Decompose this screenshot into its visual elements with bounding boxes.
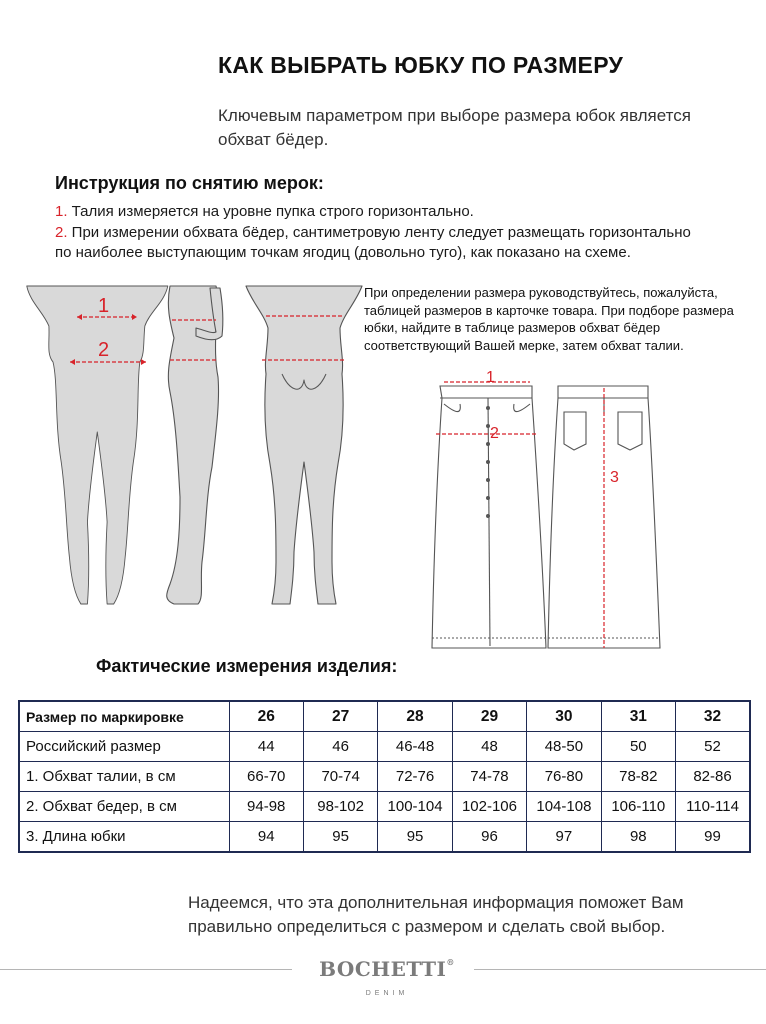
table-cell: Размер по маркировке [19,701,229,732]
table-cell: 76-80 [527,762,601,792]
size-note: При определении размера руководствуйтесь, пожалуйста, таблицей размеров в карточке товара. При подборе размера юбки, найдите в таблице размеров обхват бёдер соответствующий Вашей мерке, затем обхват талии. [364,285,734,353]
table-cell: 44 [229,732,303,762]
table-cell: 29 [452,701,526,732]
skirt-label-hips: 2 [490,425,499,442]
table-row [19,822,750,853]
table-cell: 66-70 [229,762,303,792]
figure-back [246,286,362,604]
instruction-number: 2. [55,223,68,241]
table-cell: 48 [452,732,526,762]
brand-name: BOCHETTI [319,957,447,981]
figure-label-waist: 1 [98,295,110,317]
skirt-diagram [420,368,670,658]
table-cell: 78-82 [601,762,675,792]
table-cell: 95 [378,822,452,853]
page-subtitle: Ключевым параметром при выборе размера юбок является обхват бёдер. [218,106,691,149]
table-cell: 82-86 [676,762,750,792]
instruction-text: При измерении обхвата бёдер, сантиметровую ленту следует размещать горизонтально по наиболее выступающим точкам ягодиц (довольно туго), как показано на схеме. [55,223,691,261]
table-header-row [19,701,750,732]
skirt-label-waist: 1 [486,369,495,386]
figure-label-hips: 2 [98,339,110,361]
registered-mark: ® [446,957,455,967]
brand-subtitle: DENIM [365,990,409,997]
table-cell: 3. Длина юбки [19,822,229,853]
table-cell: 70-74 [303,762,377,792]
table-cell: 48-50 [527,732,601,762]
footer-divider-left [0,969,292,970]
instructions-heading: Инструкция по снятию мерок: [55,173,324,193]
table-cell: 28 [378,701,452,732]
table-heading: Фактические измерения изделия: [96,656,398,676]
table-cell: 1. Обхват талии, в см [19,762,229,792]
table-row [19,732,750,762]
table-cell: 102-106 [452,792,526,822]
table-cell: 32 [676,701,750,732]
instruction-item-1 [55,202,695,223]
footer-divider-right [474,969,766,970]
table-cell: 31 [601,701,675,732]
table-cell: 106-110 [601,792,675,822]
table-cell: 94 [229,822,303,853]
table-cell: 96 [452,822,526,853]
brand-logo [312,957,462,981]
table-cell: 94-98 [229,792,303,822]
skirt-label-length: 3 [610,469,619,486]
body-measurement-figures [20,282,365,612]
table-cell: 46 [303,732,377,762]
table-row [19,792,750,822]
instruction-item-2 [55,223,695,264]
table-cell: 46-48 [378,732,452,762]
table-cell: Российский размер [19,732,229,762]
footer-text: Надеемся, что эта дополнительная информация поможет Вам правильно определиться с размером и сделать свой выбор. [188,893,684,936]
table-cell: 99 [676,822,750,853]
table-cell: 100-104 [378,792,452,822]
table-cell: 110-114 [676,792,750,822]
table-cell: 2. Обхват бедер, в см [19,792,229,822]
table-cell: 52 [676,732,750,762]
table-cell: 97 [527,822,601,853]
table-cell: 50 [601,732,675,762]
size-table [18,700,751,853]
table-cell: 95 [303,822,377,853]
table-cell: 74-78 [452,762,526,792]
page-title: КАК ВЫБРАТЬ ЮБКУ ПО РАЗМЕРУ [218,52,624,78]
table-cell: 27 [303,701,377,732]
instructions-list [55,202,695,264]
table-cell: 72-76 [378,762,452,792]
table-cell: 104-108 [527,792,601,822]
table-cell: 30 [527,701,601,732]
table-cell: 26 [229,701,303,732]
instruction-text: Талия измеряется на уровне пупка строго горизонтально. [67,203,474,220]
table-cell: 98 [601,822,675,853]
instruction-number: 1. [55,203,68,220]
table-cell: 98-102 [303,792,377,822]
table-row [19,762,750,792]
figure-front [27,286,168,604]
